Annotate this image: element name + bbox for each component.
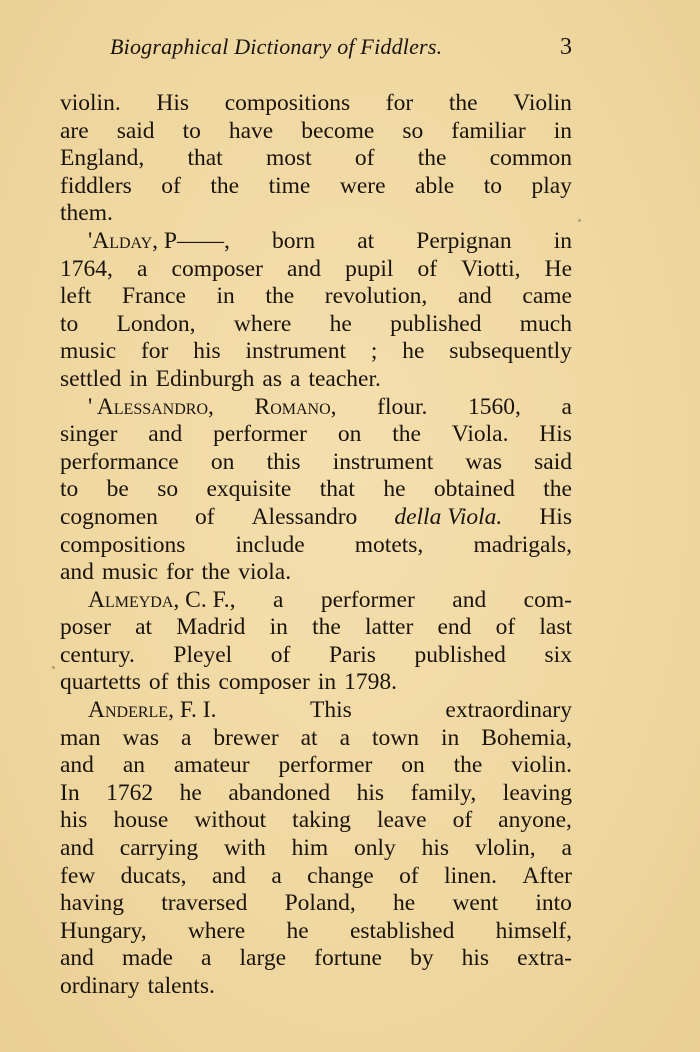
text-line [60, 890, 572, 918]
word: della Viola. [394, 503, 503, 530]
word: much [519, 310, 572, 337]
word: quartetts [60, 669, 141, 696]
word: latter [365, 614, 414, 641]
dictionary-text [60, 90, 572, 1001]
word: Perpignan [416, 227, 512, 254]
word: his [461, 945, 490, 972]
text-line [60, 200, 572, 228]
word: as [262, 365, 282, 392]
word: were [339, 172, 386, 199]
word: play [531, 172, 572, 199]
word: ducats, [120, 862, 187, 889]
word: 1560, [468, 393, 521, 420]
word: violin. [60, 90, 121, 116]
word: anyone, [498, 807, 572, 834]
word: went [452, 890, 499, 917]
word: time [268, 172, 311, 199]
word: a [180, 724, 192, 751]
paper-speck [52, 666, 55, 669]
word: cognomen [60, 503, 158, 530]
word: and [60, 945, 94, 972]
word: his [356, 779, 385, 806]
text-line [60, 311, 572, 339]
word: viola. [238, 559, 292, 586]
text-line [60, 945, 572, 973]
word: Paris [328, 641, 376, 668]
word: Madrid [176, 614, 246, 641]
word: music [101, 559, 159, 586]
word: the [543, 476, 572, 503]
text-line [60, 697, 572, 725]
word: be [106, 476, 129, 503]
word: at [135, 614, 153, 641]
word: flour. [377, 393, 428, 420]
text-line [60, 476, 572, 504]
word: Hungary, [60, 917, 147, 944]
word: fiddlers [60, 172, 132, 199]
word: Edinburgh [155, 365, 255, 392]
word: motets, [354, 531, 424, 558]
word: a [200, 945, 212, 972]
word: His [539, 503, 572, 530]
word: left [60, 283, 92, 310]
running-header [110, 34, 580, 64]
word: he [286, 917, 309, 944]
word: 1798. [344, 669, 397, 696]
word: he [383, 476, 406, 503]
word: composer [218, 669, 310, 696]
word: so [402, 117, 424, 144]
text-line [60, 918, 572, 946]
text-line [60, 532, 572, 560]
word: for [140, 338, 169, 365]
word: his [193, 338, 221, 365]
word: 'Alday, P——, [88, 227, 230, 254]
word: of [495, 614, 516, 641]
word: of [194, 503, 215, 530]
word: abandoned [228, 779, 331, 806]
word: the [453, 752, 483, 779]
word: in [440, 724, 460, 751]
text-line [60, 173, 572, 201]
word: linen. [444, 862, 497, 889]
word: Almeyda, C. F., [88, 586, 236, 613]
word: madrigals, [473, 531, 572, 558]
word: to [60, 476, 79, 503]
word: this [176, 669, 211, 696]
word: of [452, 807, 473, 834]
word: most [265, 145, 312, 172]
text-line [60, 338, 572, 366]
word: His [156, 90, 190, 116]
word: town [372, 724, 419, 751]
word: of [399, 862, 419, 889]
text-line [60, 394, 572, 422]
word: and [211, 862, 246, 889]
word: performer [278, 752, 373, 779]
word: century. [60, 641, 135, 668]
word: born [272, 227, 316, 254]
word: instrument [245, 338, 346, 365]
running-title: Biographical Dictionary of Fiddlers. [110, 34, 443, 59]
word: France [121, 283, 186, 310]
word: the [392, 421, 421, 448]
text-line [60, 118, 572, 146]
word: the [201, 559, 231, 586]
word: of [148, 669, 169, 696]
word: and [60, 835, 94, 862]
word: obtained [433, 476, 515, 503]
word: a [272, 586, 284, 613]
text-line [60, 90, 572, 118]
word: a [339, 724, 351, 751]
word: fortune [314, 945, 382, 972]
word: After [522, 862, 572, 889]
word: extra- [517, 945, 572, 972]
word: of [417, 255, 438, 282]
word: violin. [511, 752, 572, 779]
word: to [483, 172, 502, 199]
word: was [122, 724, 159, 751]
page-number: 3 [560, 34, 572, 60]
text-line [60, 669, 572, 697]
word: compositions [60, 531, 186, 558]
text-line [60, 780, 572, 808]
word: extraordinary [445, 697, 572, 724]
word: Pleyel [173, 641, 233, 668]
word: and [60, 559, 94, 586]
word: ' Alessandro, [88, 393, 214, 420]
word: in [317, 669, 337, 696]
text-line [60, 256, 572, 284]
word: singer [60, 421, 118, 448]
word: large [239, 945, 287, 972]
word: teacher. [308, 365, 381, 392]
text-line [60, 587, 572, 615]
word: only [354, 835, 396, 862]
word: that [187, 145, 223, 172]
word: with [223, 835, 266, 862]
text-line [60, 228, 572, 256]
word: of [161, 172, 181, 199]
word: last [539, 614, 572, 641]
word: vlolin, [474, 835, 536, 862]
word: on [210, 448, 235, 475]
word: compositions [224, 90, 351, 116]
word: and [457, 283, 492, 310]
text-line [60, 283, 572, 311]
word: are [60, 117, 89, 144]
word: this [266, 448, 301, 475]
word: amateur [173, 752, 250, 779]
word: This [310, 697, 352, 724]
text-line [60, 145, 572, 173]
word: ordinary [60, 973, 140, 999]
word: poser [60, 614, 111, 641]
word: In [60, 779, 80, 806]
word: his [60, 807, 88, 834]
word: at [300, 724, 318, 751]
word: in [269, 614, 288, 641]
word: that [319, 476, 355, 503]
word: the [417, 145, 447, 172]
word: in [216, 283, 235, 310]
word: he [179, 779, 202, 806]
word: published [390, 310, 482, 337]
word: performer [213, 421, 308, 448]
word: them. [60, 200, 113, 227]
word: a [561, 835, 572, 862]
word: man [60, 724, 101, 751]
word: brewer [213, 724, 279, 751]
text-line [60, 725, 572, 753]
word: a [290, 365, 301, 392]
word: in [553, 227, 572, 254]
word: carrying [119, 835, 199, 862]
word: of [354, 145, 375, 172]
word: com- [523, 586, 572, 613]
word: a [561, 393, 572, 420]
word: and [60, 752, 94, 779]
paper-speck [578, 219, 581, 222]
word: without [194, 807, 267, 834]
word: to [182, 117, 201, 144]
word: where [233, 310, 292, 337]
word: of [270, 641, 291, 668]
word: He [544, 255, 572, 282]
word: was [465, 448, 502, 475]
word: instrument [332, 448, 434, 475]
word: into [535, 890, 572, 917]
word: a [271, 862, 282, 889]
word: common [489, 145, 572, 172]
text-line [60, 752, 572, 780]
text-line [60, 973, 572, 1001]
word: traversed [161, 890, 248, 917]
word: have [228, 117, 274, 144]
word: a [136, 255, 148, 282]
word: Alessandro [251, 503, 358, 530]
text-line [60, 642, 572, 670]
text-line [60, 421, 572, 449]
word: include [235, 531, 305, 558]
word: familiar [451, 117, 526, 144]
word: at [357, 227, 375, 254]
word: house [113, 807, 169, 834]
word: and [148, 421, 183, 448]
word: able [415, 172, 455, 199]
word: England, [60, 145, 145, 172]
word: by [410, 945, 434, 972]
text-line [60, 614, 572, 642]
word: ; [370, 338, 378, 365]
text-line [60, 559, 572, 587]
text-line [60, 366, 572, 394]
word: subsequently [449, 338, 572, 365]
word: performer [320, 586, 415, 613]
word: His [539, 421, 572, 448]
word: London, [116, 310, 196, 337]
word: himself, [495, 917, 572, 944]
word: came [522, 283, 572, 310]
word: change [307, 862, 374, 889]
text-line [60, 807, 572, 835]
word: few [60, 862, 96, 889]
word: 1764, [60, 255, 113, 282]
word: in [553, 117, 572, 144]
word: made [122, 945, 173, 972]
word: his [421, 835, 450, 862]
word: and [452, 586, 487, 613]
word: the [448, 90, 478, 116]
word: pupil [345, 255, 394, 282]
word: him [291, 835, 329, 862]
word: said [534, 448, 572, 475]
word: become [301, 117, 375, 144]
word: revolution, [324, 283, 428, 310]
word: exquisite [206, 476, 292, 503]
word: on [337, 421, 362, 448]
word: 1762 [106, 779, 154, 806]
word: family, [410, 779, 477, 806]
text-line [60, 863, 572, 891]
word: so [157, 476, 179, 503]
word: on [401, 752, 425, 779]
word: performance [60, 448, 179, 475]
word: he [329, 310, 352, 337]
word: Viotti, [461, 255, 521, 282]
word: Bohemia, [481, 724, 572, 751]
word: Anderle, F. I. [88, 697, 217, 724]
word: the [265, 283, 295, 310]
word: said [116, 117, 155, 144]
word: for [166, 559, 194, 586]
word: the [210, 172, 240, 199]
text-line [60, 504, 572, 532]
word: Violin [513, 90, 572, 116]
word: having [60, 890, 124, 917]
word: end [437, 614, 472, 641]
word: the [312, 614, 341, 641]
word: he [393, 890, 416, 917]
word: established [349, 917, 455, 944]
word: to [60, 310, 79, 337]
word: in [129, 365, 148, 392]
word: and [287, 255, 321, 282]
text-line [60, 449, 572, 477]
word: music [60, 338, 117, 365]
word: settled [60, 365, 122, 392]
word: composer [171, 255, 263, 282]
word: he [402, 338, 425, 365]
word: Poland, [284, 890, 356, 917]
text-line [60, 835, 572, 863]
word: for [385, 90, 414, 116]
word: an [122, 752, 145, 779]
word: talents. [147, 973, 215, 999]
word: Viola. [451, 421, 509, 448]
word: where [187, 917, 246, 944]
word: six [544, 641, 572, 668]
word: taking [292, 807, 351, 834]
word: published [414, 641, 506, 668]
word: leave [376, 807, 427, 834]
word: Romano, [254, 393, 337, 420]
word: leaving [502, 779, 572, 806]
